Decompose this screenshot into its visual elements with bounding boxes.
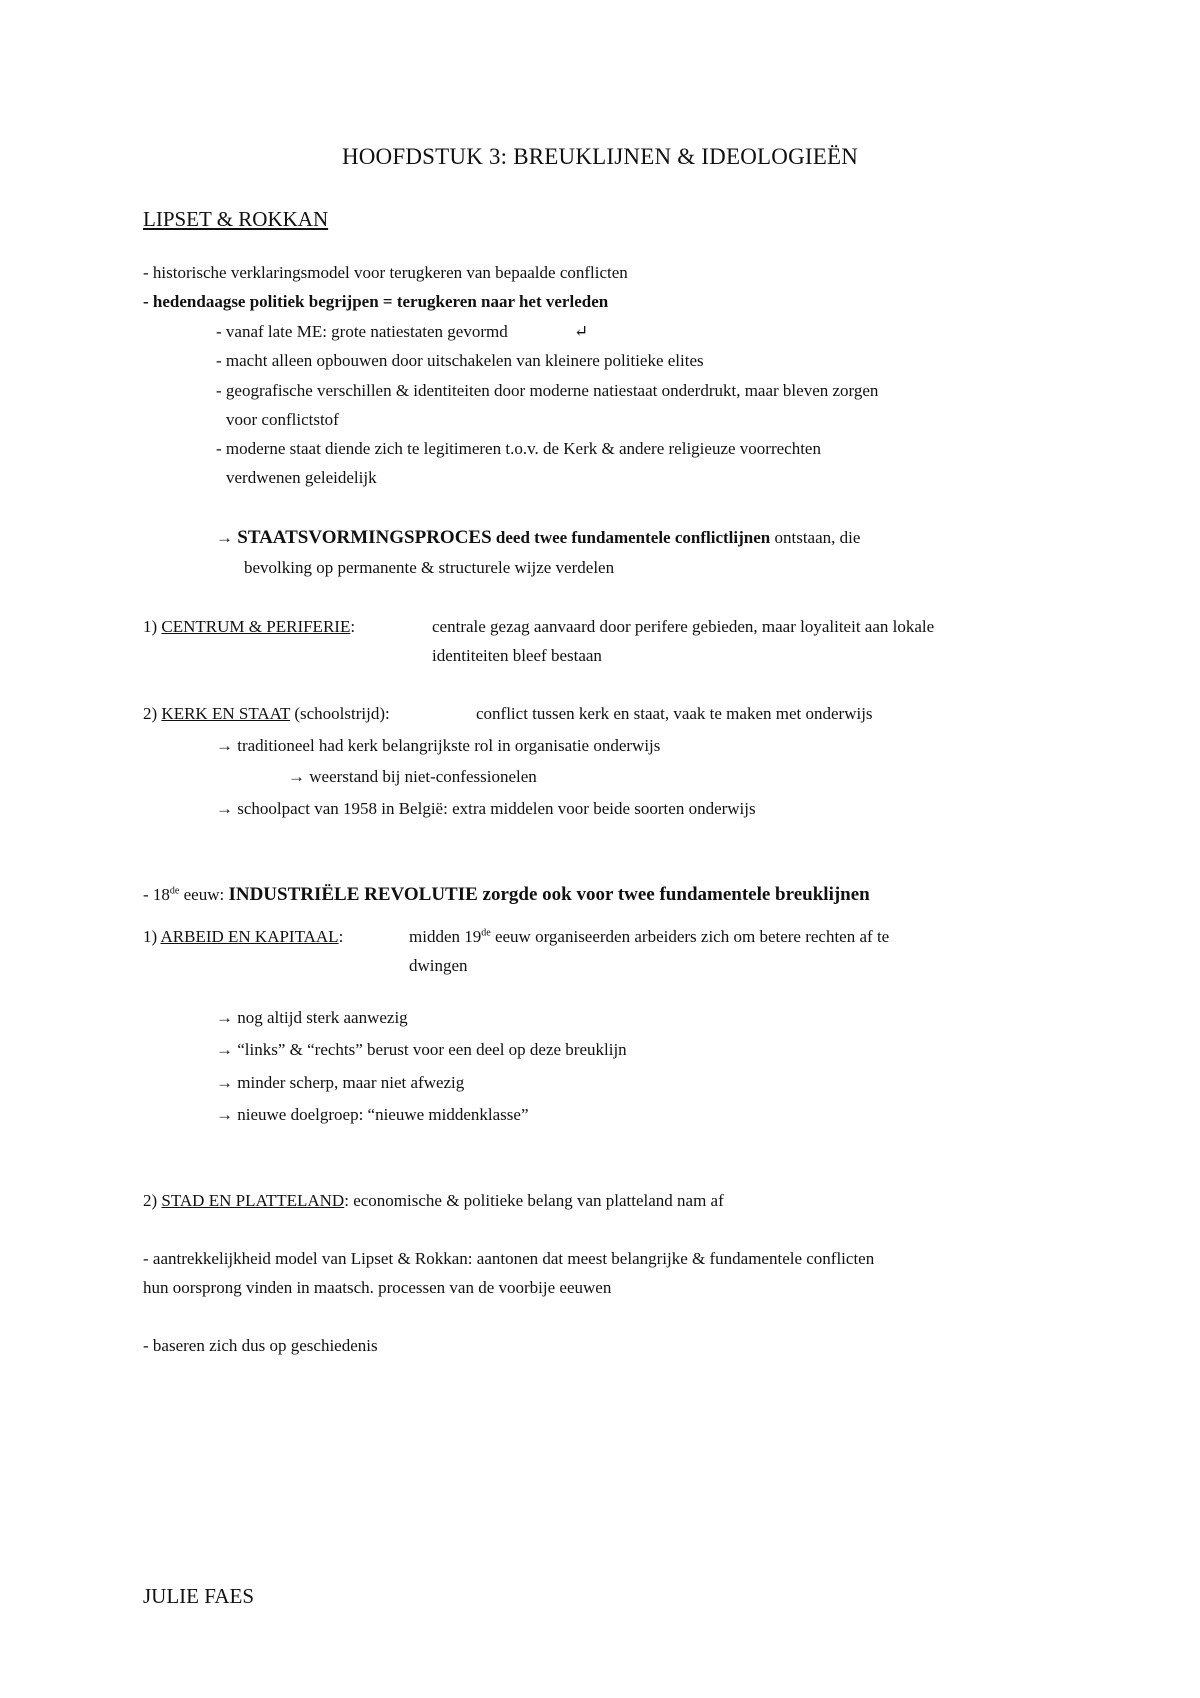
cleavage-4-desc: economische & politieke belang van platteland nam af	[348, 1191, 724, 1210]
cleavage-1-label	[143, 616, 355, 638]
cleavage-3-sub-2: → “links” & “rechts” berust voor een deel op deze breuklijn	[216, 1040, 627, 1059]
cleavage-2-number: 2)	[143, 704, 162, 723]
cleavage-2-sub-1: → traditioneel had kerk belangrijkste rol in organisatie onderwijs	[216, 736, 661, 755]
cleavage-2-sub-3: → schoolpact van 1958 in België: extra middelen voor beide soorten onderwijs	[216, 799, 756, 818]
point-1-text: - vanaf late ME: grote natiestaten gevormd	[216, 322, 508, 341]
return-mark-icon: ↵	[573, 322, 589, 341]
cleavage-2-paren: (schoolstrijd):	[290, 704, 390, 723]
page-title: HOOFDSTUK 3: BREUKLIJNEN & IDEOLOGIEËN	[341, 144, 859, 169]
point-1	[216, 321, 588, 343]
industrial-line	[143, 884, 870, 906]
conclusion-bold-2: deed twee fundamentele conflictlijnen	[491, 528, 771, 547]
cleavage-3-desc-2: dwingen	[409, 956, 468, 975]
cleavage-3-sub-4: → nieuwe doelgroep: “nieuwe middenklasse”	[216, 1105, 529, 1124]
cleavage-3-sub-1: → nog altijd sterk aanwezig	[216, 1008, 408, 1027]
cleavage-3-desc-1b: eeuw organiseerden arbeiders zich om betere rechten af te	[490, 927, 890, 946]
cleavage-3-label	[143, 926, 343, 948]
cleavage-3-desc-sup: de	[481, 927, 491, 939]
cleavage-3-colon: :	[338, 927, 344, 946]
intro-line-2: - hedendaagse politiek begrijpen = terugkeren naar het verleden	[143, 292, 609, 311]
cleavage-4-colon: :	[344, 1191, 349, 1210]
cleavage-2-desc: conflict tussen kerk en staat, vaak te maken met onderwijs	[476, 704, 873, 723]
cleavage-1-number: 1)	[143, 617, 162, 636]
cleavage-2-label	[143, 703, 390, 725]
closing-line-1: - aantrekkelijkheid model van Lipset & Rokkan: aantonen dat meest belangrijke & fundamentele conflicten	[143, 1249, 875, 1268]
footer-author: JULIE FAES	[143, 1584, 255, 1608]
intro-line-1: - historische verklaringsmodel voor terugkeren van bepaalde conflicten	[143, 263, 628, 282]
point-4b: verdwenen geleidelijk	[226, 468, 377, 487]
cleavage-4-line	[143, 1190, 724, 1212]
conclusion-line-2: bevolking op permanente & structurele wijze verdelen	[244, 558, 615, 577]
industrial-prefix: - 18	[143, 885, 170, 904]
cleavage-3-sub-3: → minder scherp, maar niet afwezig	[216, 1073, 465, 1092]
cleavage-1-desc-2: identiteiten bleef bestaan	[432, 646, 602, 665]
cleavage-3-desc-1	[409, 926, 889, 948]
cleavage-1-name: CENTRUM & PERIFERIE	[161, 617, 351, 636]
industrial-sup: de	[169, 885, 180, 897]
cleavage-3-name: ARBEID EN KAPITAAL	[160, 927, 339, 946]
cleavage-2-sub-2: → weerstand bij niet-confessionelen	[288, 767, 537, 786]
industrial-eeuw: eeuw:	[179, 885, 229, 904]
cleavage-1-colon: :	[350, 617, 356, 636]
industrial-bold: INDUSTRIËLE REVOLUTIE zorgde ook voor twee fundamentele breuklijnen	[228, 884, 870, 905]
point-4a: - moderne staat diende zich te legitimeren t.o.v. de Kerk & andere religieuze voorrechten	[216, 439, 821, 458]
cleavage-3-desc-1a: midden 19	[409, 927, 482, 946]
cleavage-4-number: 2)	[143, 1191, 162, 1210]
cleavage-4-name: STAD EN PLATTELAND	[161, 1191, 345, 1210]
cleavage-3-number: 1)	[143, 927, 161, 946]
conclusion-rest: ontstaan, die	[770, 528, 861, 547]
point-3b: voor conflictstof	[226, 410, 339, 429]
point-3a: - geografische verschillen & identiteiten door moderne natiestaat onderdrukt, maar bleven zorgen	[216, 381, 879, 400]
closing-line-3: - baseren zich dus op geschiedenis	[143, 1336, 378, 1355]
cleavage-2-name: KERK EN STAAT	[161, 704, 291, 723]
point-2: - macht alleen opbouwen door uitschakelen van kleinere politieke elites	[216, 351, 704, 370]
arrow-icon: →	[216, 528, 238, 547]
closing-line-2: hun oorsprong vinden in maatsch. processen van de voorbije eeuwen	[143, 1278, 612, 1297]
conclusion-line-1	[216, 527, 860, 549]
cleavage-1-desc-1: centrale gezag aanvaard door perifere gebieden, maar loyaliteit aan lokale	[432, 617, 935, 636]
section-heading: LIPSET & ROKKAN	[143, 207, 329, 231]
conclusion-bold-1: STAATSVORMINGSPROCES	[237, 527, 492, 548]
